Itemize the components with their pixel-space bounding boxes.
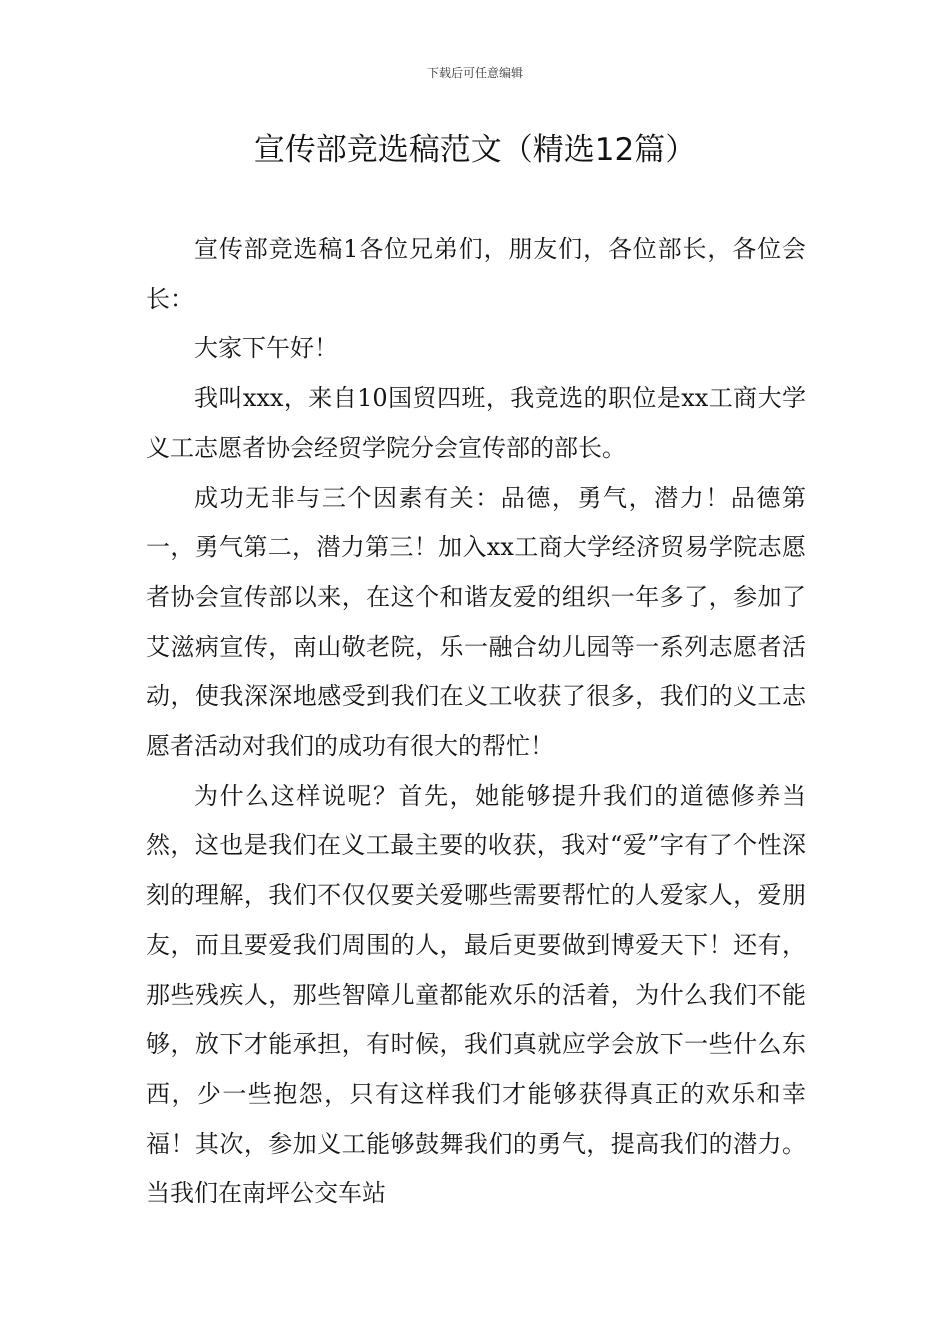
paragraph: 为什么这样说呢？首先，她能够提升我们的道德修养当然，这也是我们在义工最主要的收获，我对“爱”字有了个性深刻的理解，我们不仅仅要关爱哪些需要帮忙的人爱家人，爱朋友，而且要爱我们周围的人，最后更要做到博爱天下！还有，那些残疾人，那些智障儿童都能欢乐的活着，为什么我们不能够，放下才能承担，有时候，我们真就应学会放下一些什么东西，少一些抱怨，只有这样我们才能够获得真正的欢乐和幸福！其次，参加义工能够鼓舞我们的勇气，提高我们的潜力。当我们在南坪公交车站 — [146, 781, 806, 1208]
paragraph: 我叫xxx，来自10国贸四班，我竞选的职位是xx工商大学义工志愿者协会经贸学院分会宣传部的部长。 — [146, 384, 806, 462]
paragraph: 宣传部竞选稿1各位兄弟们，朋友们，各位部长，各位会长： — [146, 235, 806, 313]
paragraph: 大家下午好！ — [194, 334, 338, 363]
header-note: 下载后可任意编辑 — [426, 66, 523, 80]
document-title: 宣传部竞选稿范文（精选12篇） — [253, 132, 697, 168]
document-body — [146, 225, 806, 1219]
paragraph: 成功无非与三个因素有关：品德，勇气，潜力！品德第一，勇气第二，潜力第三！加入xx工商大学经济贸易学院志愿者协会宣传部以来，在这个和谐友爱的组织一年多了，参加了艾滋病宣传，南山敬老院，乐一融合幼儿园等一系列志愿者活动，使我深深地感受到我们在义工收获了很多，我们的义工志愿者活动对我们的成功有很大的帮忙！ — [146, 483, 806, 761]
